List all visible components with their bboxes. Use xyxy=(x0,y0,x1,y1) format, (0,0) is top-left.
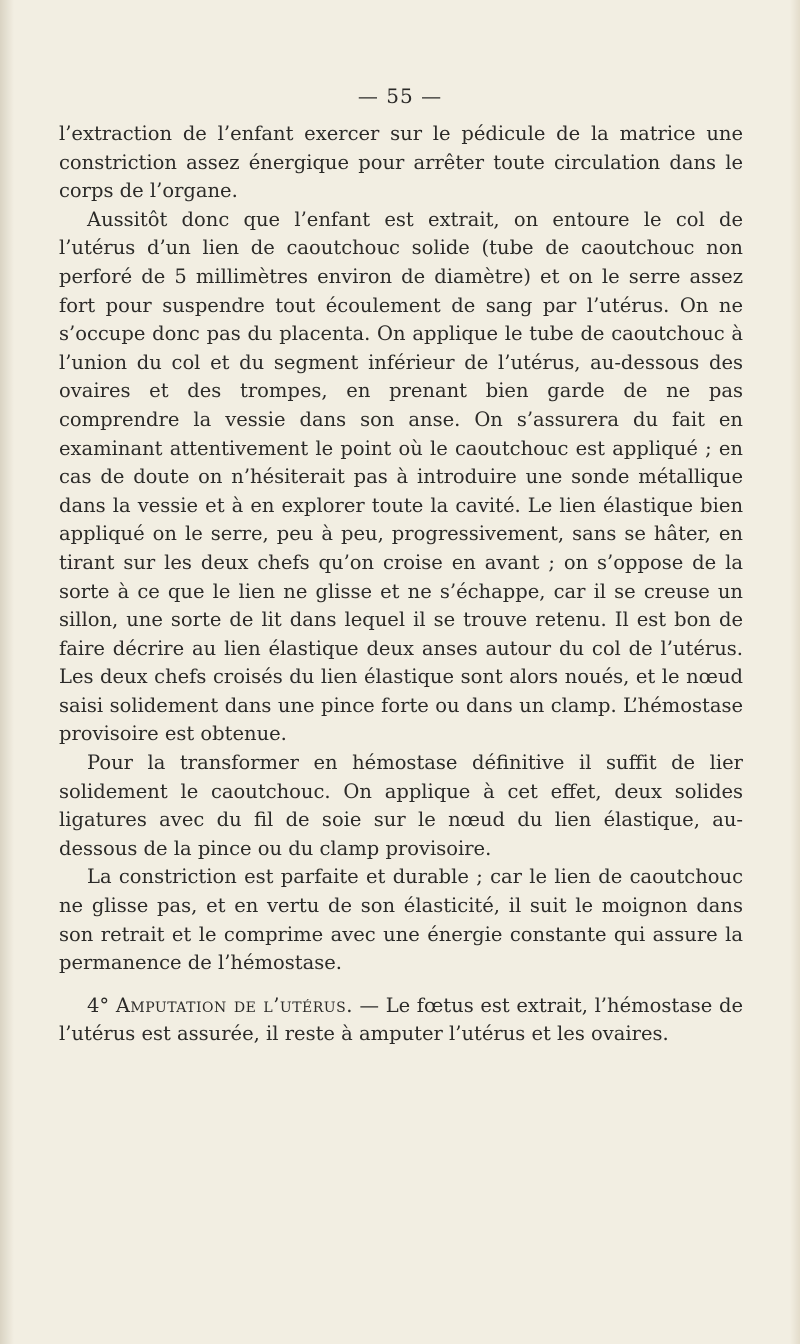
section-number: 4° xyxy=(87,993,110,1017)
page-number: — 55 — xyxy=(357,84,443,108)
section-dash: — xyxy=(359,993,380,1017)
paragraph: l’extraction de l’enfant exercer sur le pédicule de la matrice une constriction assez énergique pour arrêter toute circulation dans le corps de l’organe. xyxy=(59,122,743,203)
section-heading: Amputation de l’utérus. xyxy=(115,993,353,1017)
body-text xyxy=(59,120,743,1049)
paragraph: Pour la transformer en hémostase définitive il suffit de lier solidement le caoutchouc. On applique à cet effet, deux solides ligatures avec du fil de soie sur le nœud du lien élastique, au-dessous de la pince ou du clamp provisoire. xyxy=(59,751,743,860)
page-edge-shadow xyxy=(0,0,14,1344)
section-text: Le fœtus est extrait, l’hémostase de l’utérus est assurée, il reste à amputer l’utérus et les ovaires. xyxy=(59,993,744,1046)
paragraph: Aussitôt donc que l’enfant est extrait, on entoure le col de l’utérus d’un lien de caoutchouc solide (tube de caoutchouc non perforé de 5 millimètres environ de diamètre) et on le serre assez fort pour suspendre tout écoulement de sang par l’utérus. On ne s’occupe donc pas du placenta. On applique le tube de caoutchouc à l’union du col et du segment inférieur de l’utérus, au-dessous des ovaires et des trompes, en prenant bien garde de ne pas comprendre la vessie dans son anse. On s’assurera du fait en examinant attentivement le point où le caoutchouc est appliqué ; en cas de doute on n’hésiterait pas à introduire une sonde métallique dans la vessie et à en explorer toute la cavité. Le lien élastique bien appliqué on le serre, peu à peu, progressivement, sans se hâter, en tirant sur les deux chefs qu’on croise en avant ; on s’oppose de la sorte à ce que le lien ne glisse et ne s’échappe, car il se creuse un sillon, une sorte de lit dans lequel il se trouve retenu. Il est bon de faire décrire au lien élastique deux anses autour du col de l’utérus. Les deux chefs croisés du lien élastique sont alors noués, et le nœud saisi solidement dans une pince forte ou dans un clamp. L’hémostase provisoire est obtenue. xyxy=(59,207,743,746)
section-paragraph xyxy=(59,992,743,1049)
page-edge-shadow xyxy=(790,0,800,1344)
paragraph: La constriction est parfaite et durable ; car le lien de caoutchouc ne glisse pas, et en vertu de son élasticité, il suit le moignon dans son retrait et le comprime avec une énergie constante qui assure la permanence de l’hémostase. xyxy=(59,865,743,975)
